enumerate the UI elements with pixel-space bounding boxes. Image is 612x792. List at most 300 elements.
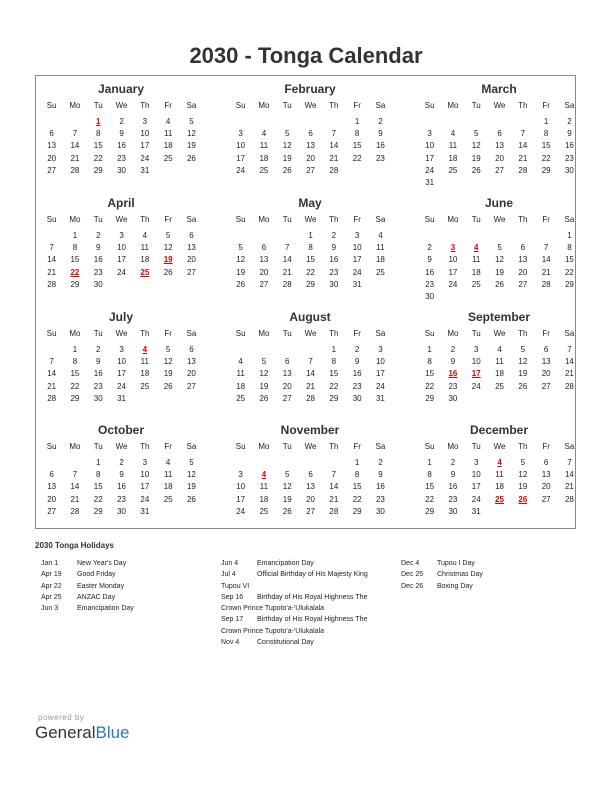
day-cell: 7 [543,243,549,253]
holiday-item [221,571,391,582]
day-cell: 26 [495,279,504,289]
weekday-header: Mo [69,215,81,224]
month-name: August [289,310,331,324]
day-cell: 12 [518,470,528,480]
day-cell: 6 [308,470,313,480]
holiday-list-col-3 [401,560,551,594]
day-cell: 26 [471,165,481,175]
day-cell: 5 [285,470,290,480]
day-cell: 29 [70,393,80,403]
day-cell: 19 [186,141,196,151]
day-cell: 31 [117,393,126,403]
day-cell: 14 [564,357,574,367]
weekday-header: Th [518,215,528,224]
weekday-header: Sa [186,215,197,224]
holiday-date: Dec 25 [401,571,424,579]
day-cell: 8 [427,470,432,480]
day-cell: 20 [518,267,528,277]
month-name: June [484,196,513,210]
weekday-header: Th [329,442,339,451]
weekday-header: Sa [375,442,386,451]
day-cell: 6 [189,345,194,354]
weekday-header: Mo [258,329,270,338]
day-cell: 1 [308,231,313,240]
day-cell: 2 [450,458,456,467]
weekday-header: We [493,442,506,451]
day-cell: 28 [306,393,315,403]
day-cell: 3 [378,345,383,354]
holidays-heading: 2030 Tonga Holidays [35,541,114,550]
day-cell: 25 [471,279,481,289]
day-cell: 11 [495,470,504,480]
day-cell: 18 [236,381,246,391]
day-cell: 10 [236,141,246,151]
calendar-grid [35,75,576,529]
day-cell: 15 [352,141,362,151]
day-cell: 10 [352,243,362,253]
weekday-header: Sa [375,101,386,110]
weekday-header: Su [424,442,435,451]
day-cell: 4 [165,117,171,126]
day-cell: 16 [329,255,339,265]
weekday-header: Th [140,442,150,451]
day-cell: 14 [306,369,315,379]
day-cell: 20 [306,153,315,163]
day-cell: 28 [70,165,80,175]
day-cell: 14 [70,482,80,492]
day-cell: 11 [163,470,173,480]
day-cell: 29 [70,279,80,289]
day-cell: 26 [163,381,173,391]
weekday-header: We [115,329,128,338]
holiday-day: 17 [471,369,481,379]
day-cell: 13 [541,470,551,480]
day-cell: 21 [564,369,574,379]
day-cell: 17 [471,482,481,492]
day-cell: 11 [236,369,245,379]
day-cell: 14 [518,141,528,151]
day-cell: 30 [564,165,574,175]
weekday-header: Tu [93,215,103,224]
day-cell: 7 [308,357,313,367]
day-cell: 27 [47,165,57,175]
day-cell: 11 [163,129,173,139]
day-cell: 6 [543,345,549,354]
day-cell: 10 [448,255,458,265]
day-cell: 11 [140,357,149,367]
weekday-header: Sa [564,442,575,451]
day-cell: 10 [471,470,481,480]
day-cell: 20 [186,369,196,379]
day-cell: 25 [495,381,504,391]
holiday-date: Sep 16 [221,593,244,601]
day-cell: 18 [448,153,458,163]
holiday-date: Jan 1 [41,560,59,567]
day-cell: 31 [425,178,435,187]
day-cell: 11 [140,243,149,253]
holiday-name: Good Friday [77,571,116,579]
day-cell: 12 [186,470,196,480]
day-cell: 12 [471,141,481,151]
day-cell: 15 [93,141,103,151]
day-cell: 29 [425,506,435,516]
holiday-date: Apr 25 [41,593,62,601]
day-cell: 18 [495,369,504,379]
day-cell: 13 [495,141,504,151]
weekday-header: Th [140,329,150,338]
day-cell: 22 [425,494,435,504]
holiday-item [221,616,391,627]
day-cell: 16 [93,255,103,265]
day-cell: 9 [354,357,360,367]
month-april [40,196,202,306]
brand-general: General [35,723,96,742]
weekday-header: Mo [69,329,81,338]
day-cell: 8 [96,470,101,480]
brand-logo[interactable] [35,723,130,743]
weekday-header: Su [424,329,435,338]
weekday-header: Sa [186,329,197,338]
day-cell: 21 [47,381,57,391]
day-cell: 9 [427,255,432,265]
day-cell: 25 [236,393,246,403]
weekday-header: Fr [353,101,361,110]
weekday-header: Mo [258,442,270,451]
day-cell: 22 [306,267,315,277]
day-cell: 20 [186,255,196,265]
day-cell: 6 [49,470,54,480]
holiday-date: Apr 22 [41,582,62,590]
day-cell: 12 [163,243,173,253]
day-cell: 25 [259,165,269,175]
day-cell: 28 [329,506,339,516]
day-cell: 8 [331,357,337,367]
day-cell: 24 [471,381,481,391]
day-cell: 10 [117,243,126,253]
day-cell: 4 [165,458,171,467]
day-cell: 9 [331,243,337,253]
day-cell: 28 [70,506,80,516]
page-title: 2030 - Tonga Calendar [189,43,423,68]
weekday-header: Su [46,329,57,338]
day-cell: 8 [96,129,101,139]
day-cell: 17 [236,153,246,163]
month-december [418,423,580,533]
weekday-header: Tu [93,101,103,110]
day-cell: 28 [541,279,551,289]
day-cell: 16 [375,141,385,151]
weekday-header: Sa [186,101,197,110]
day-cell: 21 [564,482,574,492]
day-cell: 24 [117,267,126,277]
day-cell: 17 [140,482,150,492]
day-cell: 6 [261,243,267,253]
month-march [418,82,580,192]
weekday-header: Tu [471,329,481,338]
day-cell: 24 [425,165,435,175]
weekday-header: We [115,101,128,110]
day-cell: 17 [140,141,150,151]
holiday-name: ANZAC Day [77,593,116,601]
weekday-header: Mo [69,442,81,451]
day-cell: 29 [93,165,103,175]
day-cell: 13 [306,141,315,151]
holiday-date: Jun 4 [221,560,239,567]
powered-by-text: powered by [38,713,85,722]
day-cell: 1 [72,231,78,240]
weekday-header: We [493,215,506,224]
day-cell: 24 [140,494,150,504]
day-cell: 9 [378,470,383,480]
day-cell: 26 [186,153,196,163]
day-cell: 21 [70,153,80,163]
day-cell: 2 [354,345,360,354]
day-cell: 8 [72,243,78,253]
day-cell: 9 [96,243,101,253]
weekday-header: Th [140,101,150,110]
weekday-header: Sa [375,215,386,224]
day-cell: 11 [259,482,269,492]
holiday-item [221,594,391,605]
day-cell: 2 [96,231,101,240]
day-cell: 14 [47,255,57,265]
weekday-header: Tu [471,215,481,224]
day-cell: 7 [72,470,78,480]
weekday-header: Th [329,101,339,110]
day-cell: 1 [72,345,78,354]
holiday-item [41,560,201,571]
day-cell: 6 [308,129,313,139]
day-cell: 15 [425,369,435,379]
holiday-name: Emancipation Day [257,560,314,567]
day-cell: 27 [541,494,551,504]
day-cell: 19 [495,267,504,277]
day-cell: 13 [47,482,57,492]
day-cell: 29 [425,393,435,403]
day-cell: 17 [117,255,126,265]
day-cell: 20 [541,369,551,379]
day-cell: 20 [47,153,57,163]
holiday-item [41,605,201,616]
holiday-name-continued: Crown Prince Tupoto'a-'Ulukalala [221,605,325,613]
day-cell: 22 [425,381,435,391]
weekday-header: Mo [447,101,459,110]
weekday-header: Th [329,215,339,224]
day-cell: 26 [186,494,196,504]
day-cell: 16 [117,141,126,151]
weekday-header: Su [424,215,435,224]
day-cell: 7 [520,129,526,139]
day-cell: 8 [354,129,360,139]
day-cell: 16 [117,482,126,492]
weekday-header: Fr [542,329,550,338]
day-cell: 9 [450,357,456,367]
day-cell: 5 [520,345,526,354]
day-cell: 30 [448,506,458,516]
weekday-header: Su [235,442,246,451]
day-cell: 10 [375,357,385,367]
weekday-header: Tu [93,442,103,451]
holiday-day: 25 [495,494,504,504]
day-cell: 25 [163,494,173,504]
day-cell: 13 [186,357,196,367]
day-cell: 17 [352,255,362,265]
day-cell: 12 [186,129,196,139]
day-cell: 3 [119,345,124,354]
weekday-header: Fr [164,215,172,224]
day-cell: 23 [375,153,385,163]
day-cell: 20 [541,482,551,492]
day-cell: 18 [259,494,269,504]
holiday-item [401,583,551,594]
day-cell: 13 [282,369,292,379]
day-cell: 14 [329,482,339,492]
day-cell: 5 [261,357,267,367]
holiday-day: 19 [163,255,173,265]
weekday-header: Tu [471,101,481,110]
day-cell: 28 [518,165,528,175]
day-cell: 7 [285,243,290,253]
day-cell: 19 [471,153,481,163]
day-cell: 23 [93,381,103,391]
day-cell: 21 [47,267,57,277]
day-cell: 6 [49,129,54,139]
day-cell: 2 [567,117,572,126]
day-cell: 16 [93,369,103,379]
weekday-header: We [115,215,128,224]
month-name: January [97,82,145,96]
weekday-header: We [304,442,317,451]
day-cell: 27 [518,279,528,289]
day-cell: 20 [306,494,315,504]
day-cell: 13 [541,357,551,367]
weekday-header: Sa [186,442,197,451]
day-cell: 14 [282,255,292,265]
day-cell: 17 [425,153,435,163]
day-cell: 8 [72,357,78,367]
weekday-header: Sa [564,329,575,338]
day-cell: 15 [564,255,574,265]
day-cell: 26 [163,267,173,277]
holiday-name: Birthday of His Royal Highness The [257,593,368,601]
day-cell: 15 [352,482,362,492]
day-cell: 21 [306,381,315,391]
day-cell: 11 [472,255,481,265]
day-cell: 4 [378,231,383,240]
day-cell: 19 [518,369,528,379]
day-cell: 28 [282,279,292,289]
day-cell: 15 [93,482,103,492]
day-cell: 26 [236,279,246,289]
weekday-header: We [115,442,128,451]
day-cell: 3 [238,129,243,139]
day-cell: 29 [93,506,103,516]
day-cell: 24 [140,153,150,163]
weekday-header: Tu [282,101,292,110]
holiday-item [221,560,391,571]
day-cell: 7 [331,129,337,139]
weekday-header: Sa [564,215,575,224]
day-cell: 7 [331,470,337,480]
month-may [229,196,391,306]
day-cell: 29 [306,279,315,289]
day-cell: 14 [47,369,57,379]
day-cell: 30 [329,279,339,289]
day-cell: 1 [427,345,432,354]
holiday-day: 4 [474,243,479,253]
day-cell: 19 [163,369,173,379]
day-cell: 19 [186,482,196,492]
day-cell: 25 [448,165,458,175]
day-cell: 10 [140,470,150,480]
day-cell: 2 [331,231,337,240]
day-cell: 6 [189,231,194,240]
day-cell: 22 [352,153,362,163]
day-cell: 29 [564,279,574,289]
day-cell: 10 [117,357,126,367]
day-cell: 1 [331,345,337,354]
holiday-name: Official Birthday of His Majesty King [257,571,368,579]
weekday-header: Fr [542,442,550,451]
day-cell: 30 [93,279,103,289]
month-august [229,310,391,420]
day-cell: 23 [117,494,126,504]
day-cell: 4 [238,357,243,367]
day-cell: 4 [261,129,267,139]
holiday-item [41,594,201,605]
day-cell: 16 [448,482,458,492]
holiday-name: Christmas Day [437,571,483,579]
day-cell: 20 [259,267,269,277]
day-cell: 30 [117,165,126,175]
day-cell: 3 [354,231,360,240]
day-cell: 13 [259,255,269,265]
day-cell: 17 [117,369,126,379]
day-cell: 27 [186,267,196,277]
weekday-header: Mo [447,329,459,338]
holiday-date: Dec 4 [401,560,420,567]
weekday-header: We [304,101,317,110]
day-cell: 19 [236,267,246,277]
day-cell: 19 [518,482,528,492]
day-cell: 26 [282,165,292,175]
holiday-day: 16 [448,369,458,379]
day-cell: 22 [541,153,551,163]
day-cell: 14 [564,470,574,480]
day-cell: 27 [186,381,196,391]
day-cell: 27 [495,165,504,175]
month-november [229,423,391,533]
day-cell: 21 [329,153,339,163]
weekday-header: Fr [164,101,172,110]
day-cell: 23 [93,267,103,277]
day-cell: 10 [471,357,481,367]
holiday-day: 25 [140,267,150,277]
day-cell: 2 [427,243,432,253]
day-cell: 13 [186,243,196,253]
day-cell: 4 [142,231,148,240]
month-september [418,310,580,420]
day-cell: 7 [567,345,572,354]
day-cell: 4 [497,345,502,354]
holiday-name: Constitutional Day [257,639,314,647]
day-cell: 29 [329,393,339,403]
day-cell: 1 [427,458,432,467]
day-cell: 31 [375,393,385,403]
day-cell: 19 [282,494,292,504]
weekday-header: Tu [471,442,481,451]
day-cell: 5 [189,458,194,467]
